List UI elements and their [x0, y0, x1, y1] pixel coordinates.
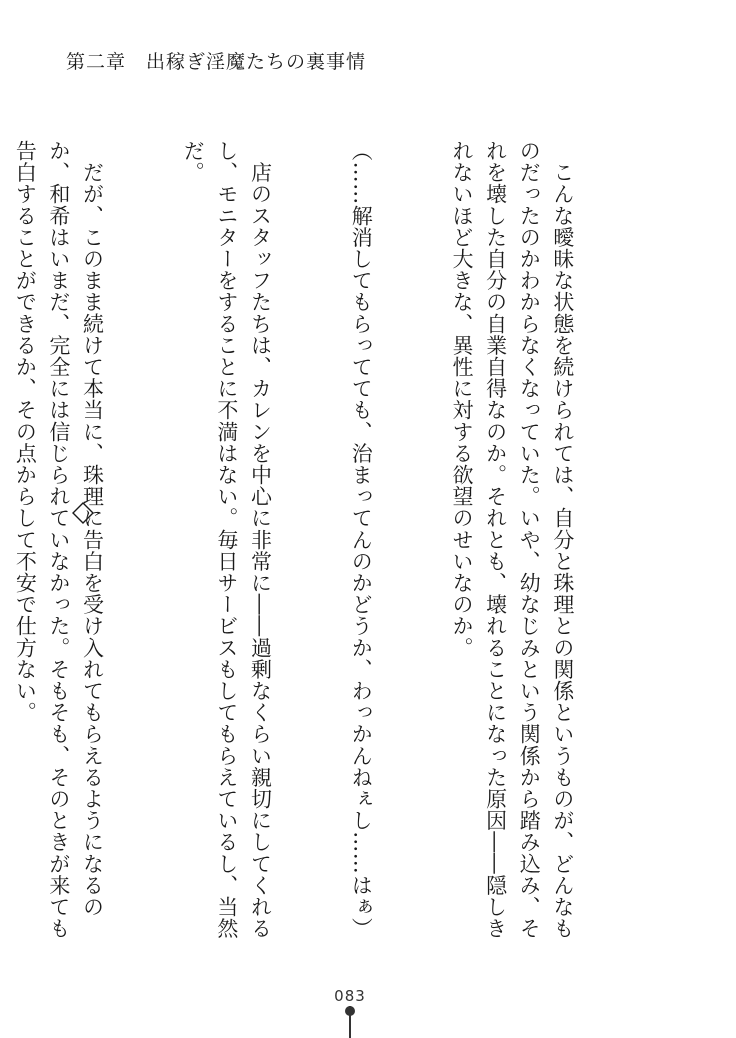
paragraph: （……解消してもらってても、治まってんのかどうか、わっかんねぇし……はぁ） [349, 140, 374, 940]
page-number: 083 [334, 987, 366, 1005]
paragraph: 店のスタッフたちは、カレンを中心に非常に――過剰なくらい親切にしてくれるし、モニターをすることに不満はない。毎日サービスもしてもらえているし、当然だ。 [181, 140, 273, 940]
section-break-diamond-icon [72, 502, 94, 524]
running-head: 第二章 出稼ぎ淫魔たちの裏事情 [66, 51, 367, 73]
body-text [13, 140, 646, 950]
paragraph: こんな曖昧な状態を続けられては、自分と珠理との関係というものが、どんなものだったのかわからなくなっていた。いや、幼なじみという関係から踏み込み、それを壊した自分の自業自得なのか。それとも、壊れることになった原因――隠しきれないほど大きな、異性に対する欲望のせいなのか。 [450, 140, 575, 940]
paragraph: だが、このまま続けて本当に、珠理に告白を受け入れてもらえるようになるのか、和希はいまだ、完全には信じられていなかった。そもそも、そのときが来ても告白することができるか、その点からして不安で仕方ない。 [13, 140, 105, 940]
page-marker-dot [345, 1006, 355, 1016]
